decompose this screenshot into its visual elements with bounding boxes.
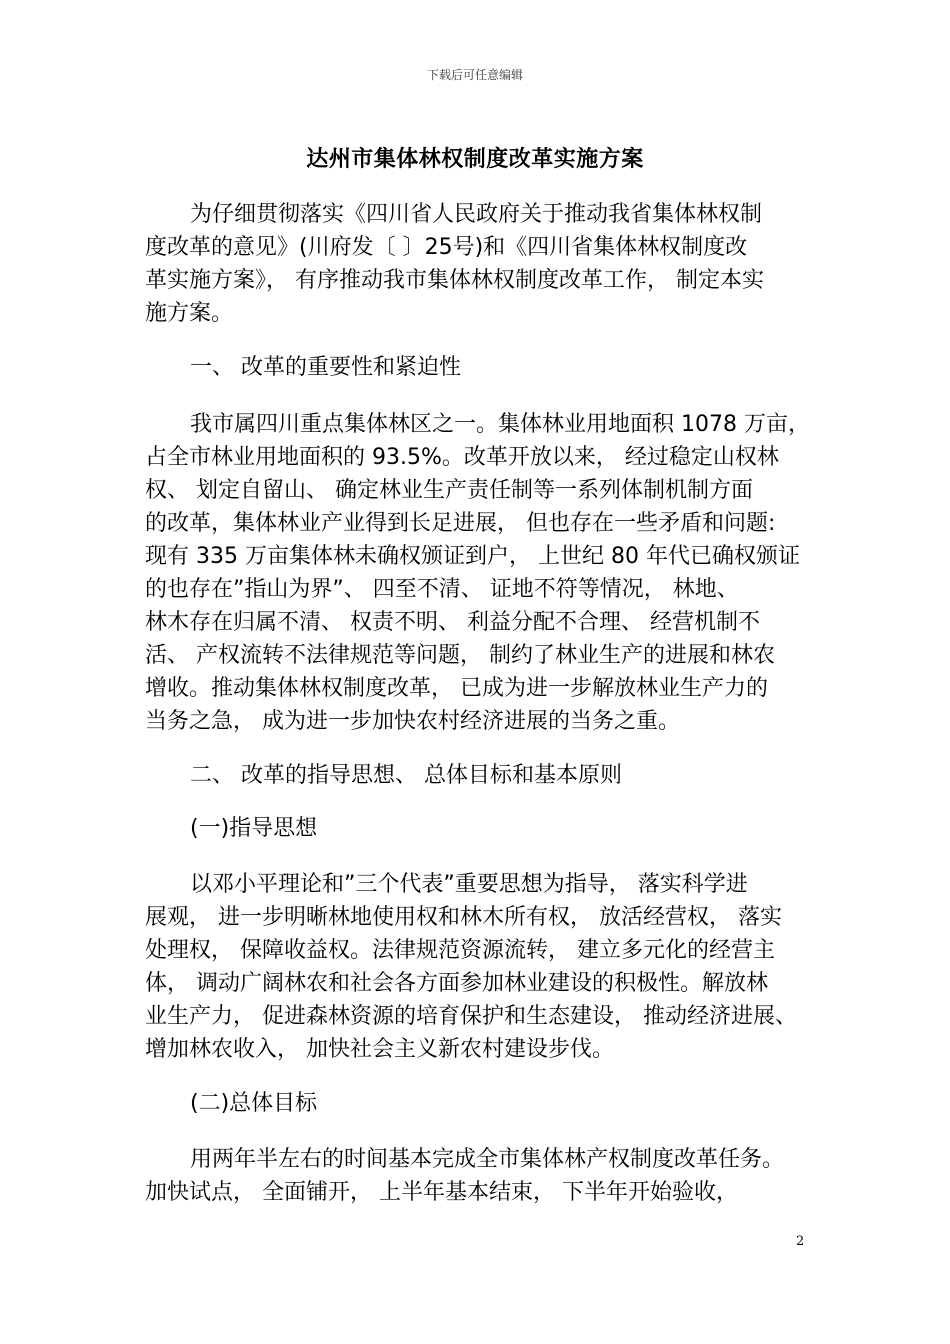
paragraph-line: 加快试点， 全面铺开， 上半年基本结束， 下半年开始验收， <box>145 1180 738 1205</box>
paragraph-line: 度改革的意见》(川府发〔 〕25号)和《四川省集体林权制度改 <box>145 235 748 260</box>
paragraph-line: 林木存在归属不清、 权责不明、 利益分配不合理、 经营机制不 <box>145 610 760 635</box>
paragraph-line: 活、 产权流转不法律规范等问题， 制约了林业生产的进展和林农 <box>145 643 775 668</box>
page-number: 2 <box>796 1234 805 1249</box>
paragraph-line: 为仔细贯彻落实《四川省人民政府关于推动我省集体林权制 <box>190 202 763 227</box>
paragraph-line: 革实施方案》， 有序推动我市集体林权制度改革工作， 制定本实 <box>145 268 764 293</box>
paragraph-line: 当务之急， 成为进一步加快农村经济进展的当务之重。 <box>145 709 680 734</box>
paragraph-line: 增收。推动集体林权制度改革， 已成为进一步解放林业生产力的 <box>145 676 768 701</box>
paragraph-line: 权、 划定自留山、 确定林业生产责任制等一系列体制机制方面 <box>145 478 753 503</box>
paragraph-line: 展观， 进一步明晰林地使用权和林木所有权， 放活经营权， 落实 <box>145 905 782 930</box>
paragraph-line: 体， 调动广阔林农和社会各方面参加林业建设的积极性。解放林 <box>145 971 768 996</box>
paragraph-line: 现有 335 万亩集体林未确权颁证到户， 上世纪 80 年代已确权颁证 <box>145 544 800 569</box>
paragraph-line: 业生产力， 促进森林资源的培育保护和生态建设， 推动经济进展、 <box>145 1004 797 1029</box>
header-note: 下载后可任意编辑 <box>426 68 523 82</box>
paragraph-line: 施方案。 <box>145 301 234 326</box>
paragraph-line: 处理权， 保障收益权。法律规范资源流转， 建立多元化的经营主 <box>145 938 775 963</box>
section-heading: 一、 改革的重要性和紧迫性 <box>190 355 461 380</box>
paragraph-line: 占全市林业用地面积的 93.5%。改革开放以来， 经过稳定山权林 <box>145 445 779 470</box>
paragraph-line: 以邓小平理论和”三个代表”重要思想为指导， 落实科学进 <box>190 872 748 897</box>
document-title: 达州市集体林权制度改革实施方案 <box>306 147 644 172</box>
paragraph-line: 用两年半左右的时间基本完成全市集体林产权制度改革任务。 <box>190 1147 785 1172</box>
subsection-heading: (一)指导思想 <box>190 816 318 841</box>
subsection-heading: (二)总体目标 <box>190 1091 318 1116</box>
paragraph-line: 的也存在”指山为界”、 四至不清、 证地不符等情况， 林地、 <box>145 577 739 602</box>
paragraph-line: 增加林农收入， 加快社会主义新农村建设步伐。 <box>145 1037 614 1062</box>
paragraph-line: 的改革，集体林业产业得到长足进展， 但也存在一些矛盾和问题: <box>145 511 776 536</box>
section-heading: 二、 改革的指导思想、 总体目标和基本原则 <box>190 763 622 788</box>
paragraph-line: 我市属四川重点集体林区之一。集体林业用地面积 1078 万亩， <box>190 412 810 437</box>
